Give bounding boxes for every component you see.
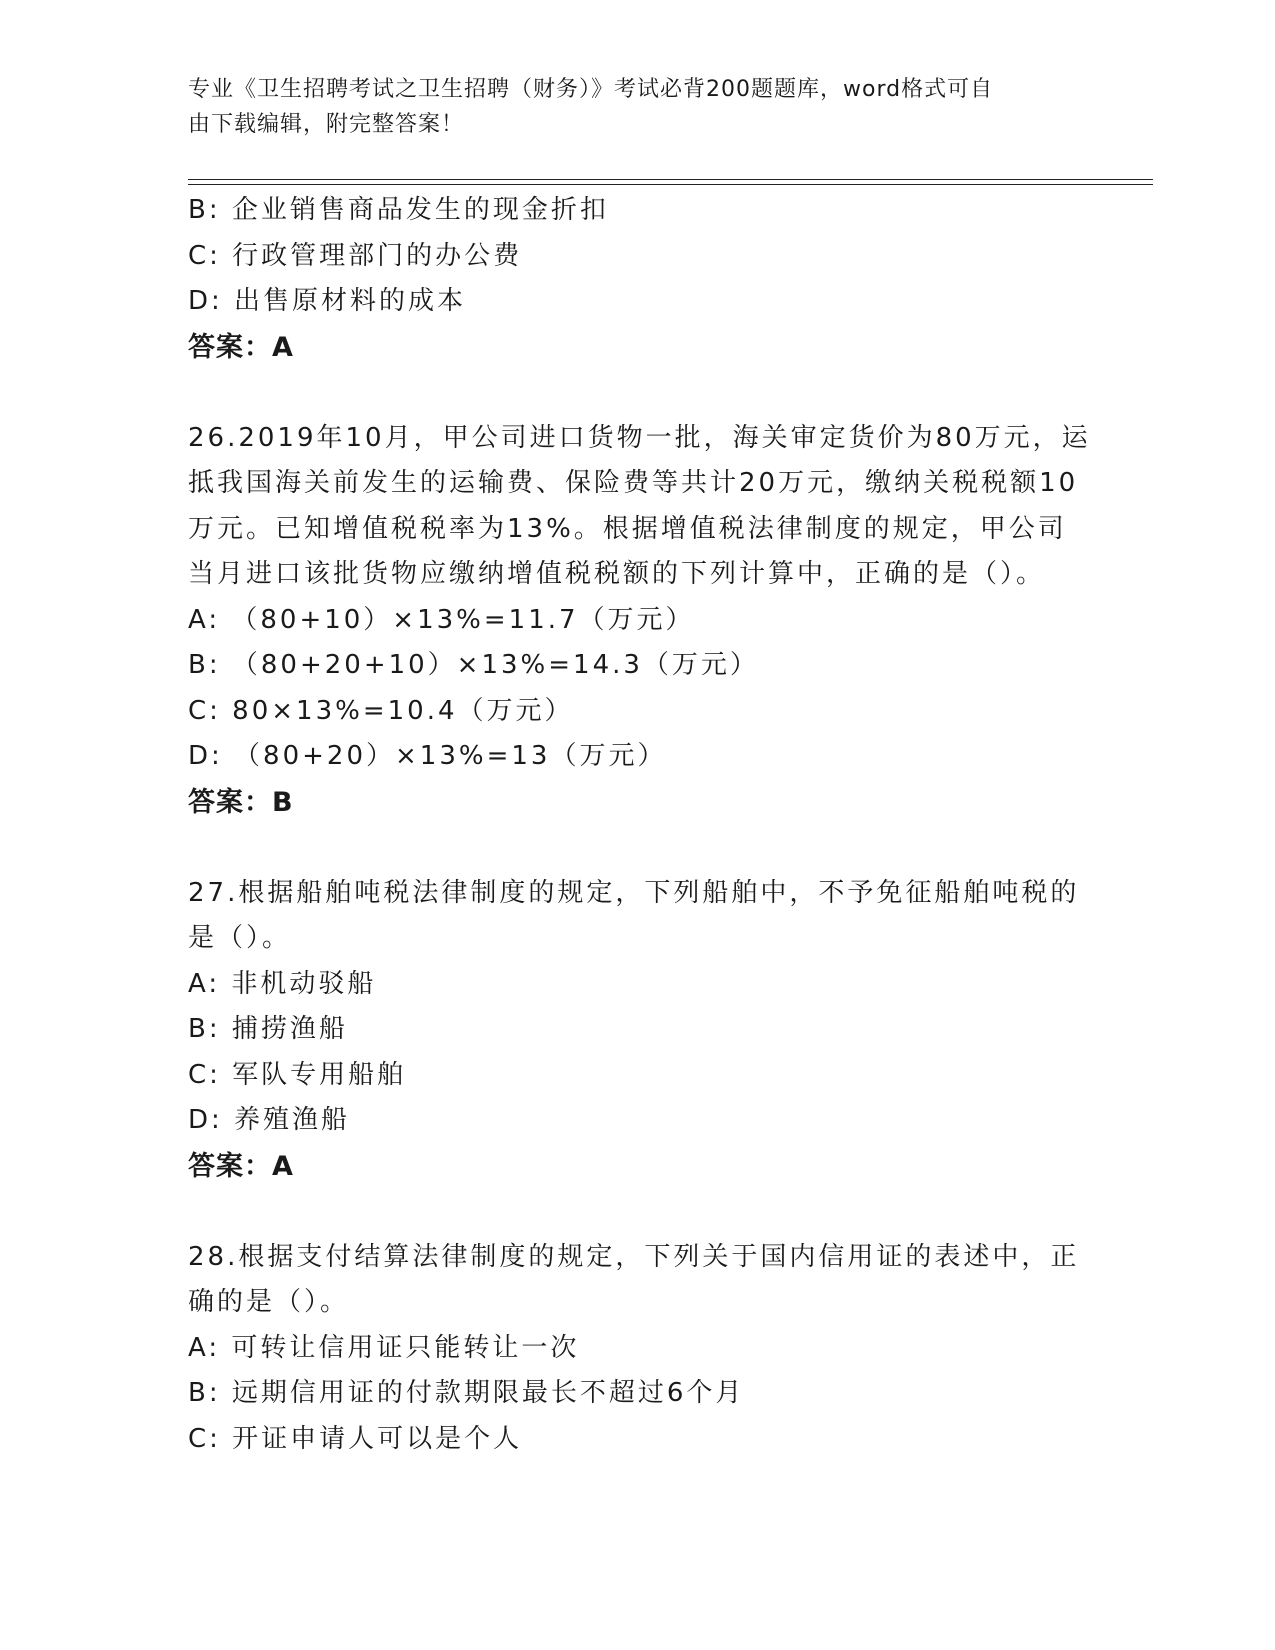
- question-text-line: 28.根据支付结算法律制度的规定，下列关于国内信用证的表述中，正: [188, 1241, 1080, 1272]
- option-c: C: 80×13%=10.4（万元）: [188, 695, 574, 726]
- header-line-2: 由下载编辑，附完整答案！: [188, 112, 465, 137]
- question-26: [188, 416, 1091, 826]
- question-27-text: [188, 871, 1088, 962]
- option-a: A: 可转让信用证只能转让一次: [188, 1332, 580, 1363]
- question-27: [188, 871, 1088, 1190]
- prev-question-block: [188, 188, 1088, 370]
- question-text-line: 26.2019年10月，甲公司进口货物一批，海关审定货价为80万元，运: [188, 422, 1091, 453]
- question-text-line: 是（）。: [188, 923, 292, 953]
- header-line-1: 专业《卫生招聘考试之卫生招聘（财务）》考试必背200题题库，word格式可自: [188, 77, 994, 102]
- question-26-text: [188, 416, 1091, 598]
- option-d: D: 养殖渔船: [188, 1105, 351, 1135]
- header-divider-top: [188, 179, 1153, 180]
- question-28-text: [188, 1235, 1088, 1326]
- question-content: [188, 188, 1091, 1462]
- answer-label: 答案：A: [188, 331, 294, 363]
- document-header: [188, 72, 1068, 142]
- question-text-line: 抵我国海关前发生的运输费、保险费等共计20万元，缴纳关税税额10: [188, 468, 1079, 498]
- option-d: D: 出售原材料的成本: [188, 286, 467, 316]
- option-c: C: 开证申请人可以是个人: [188, 1423, 523, 1454]
- option-b: B: （80+20+10）×13%=14.3（万元）: [188, 650, 759, 680]
- spacer: [188, 370, 1088, 416]
- option-b: B: 企业销售商品发生的现金折扣: [188, 195, 609, 225]
- option-b: B: 远期信用证的付款期限最长不超过6个月: [188, 1378, 745, 1408]
- spacer: [188, 825, 1088, 871]
- question-text-line: 确的是（）。: [188, 1287, 350, 1317]
- question-28: [188, 1235, 1088, 1463]
- answer-label: 答案：B: [188, 786, 294, 818]
- question-text-line: 当月进口该批货物应缴纳增值税税额的下列计算中，正确的是（）。: [188, 559, 1046, 589]
- option-c: C: 行政管理部门的办公费: [188, 240, 523, 271]
- answer-label: 答案：A: [188, 1150, 294, 1182]
- option-a: A: 非机动驳船: [188, 968, 377, 999]
- option-c: C: 军队专用船舶: [188, 1059, 407, 1090]
- header-divider-bottom: [188, 184, 1153, 185]
- question-text-line: 27.根据船舶吨税法律制度的规定，下列船舶中，不予免征船舶吨税的: [188, 877, 1080, 908]
- question-text-line: 万元。已知增值税税率为13%。根据增值税法律制度的规定，甲公司: [188, 513, 1067, 544]
- option-b: B: 捕捞渔船: [188, 1014, 348, 1044]
- option-d: D: （80+20）×13%=13（万元）: [188, 741, 667, 771]
- option-a: A: （80+10）×13%=11.7（万元）: [188, 604, 695, 635]
- spacer: [188, 1189, 1088, 1235]
